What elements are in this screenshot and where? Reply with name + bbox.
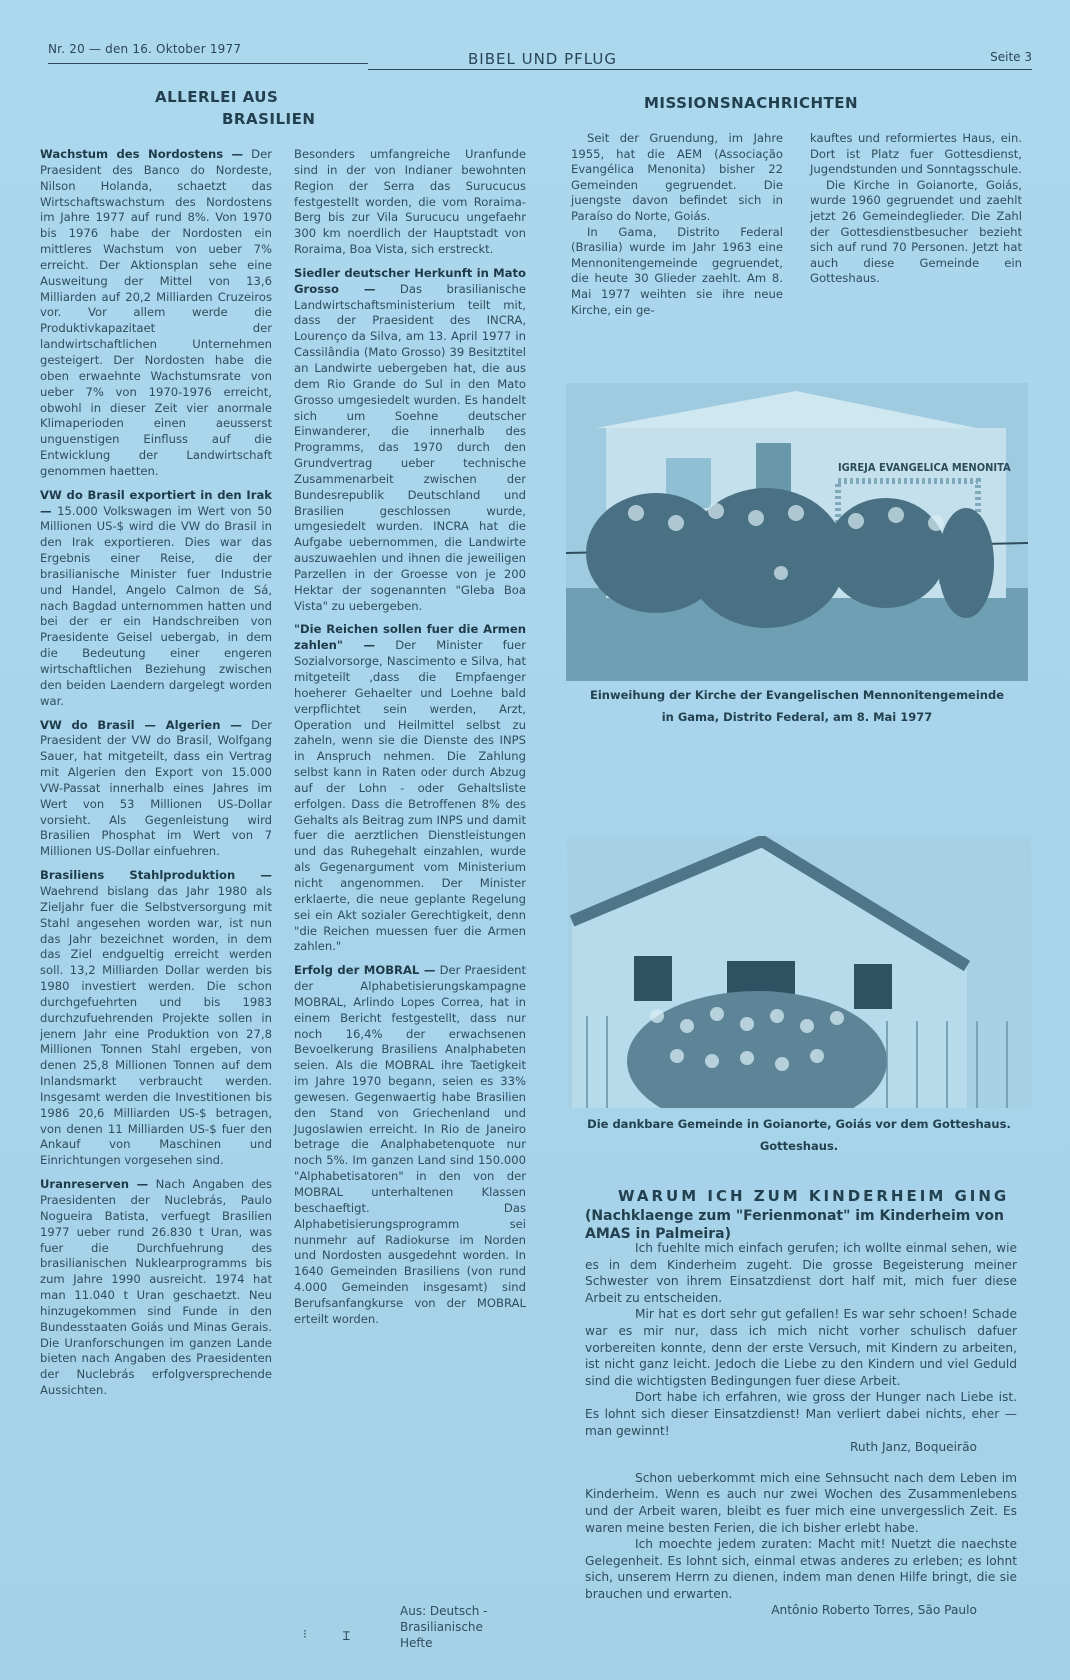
article-heading: VW do Brasil exportiert in den Irak — [40,487,272,518]
caption-line: Einweihung der Kirche der Evangelischen Mennonitengemeinde [589,688,1005,702]
caption-line: Gotteshaus. [759,1139,839,1153]
article-column-2 [294,147,526,1336]
paragraph: Dort habe ich erfahren, wie gross der Hunger nach Liebe ist. Es lohnt sich dieser Einsatzdienst! Man verliert dabei nichts, eher — man gewinnt! [585,1390,1017,1438]
article-body: Der Praesident der VW do Brasil, Wolfgang Sauer, hat mitgeteilt, dass ein Vertrag mit Algerien den Export von 15.000 VW-Passat innerhalb eines Jahres im Wert von 53 Millionen US-Dollar vorsieht. Als Gegenleistung wird Brasilien Phosphat im Wert von 7 Millionen US-Dollar einfuehren. [40,717,272,859]
page-number: Seite 3 [990,50,1032,64]
page-header [48,42,1032,70]
article [294,963,526,1327]
photo-caption-1 [566,684,1028,728]
caption-line: in Gama, Distrito Federal, am 8. Mai 1977 [661,710,933,724]
kinderheim-subtitle: (Nachklaenge zum "Ferienmonat" im Kinderheim von AMAS in Palmeira) [585,1208,1004,1242]
paragraph: Ich fuehlte mich einfach gerufen; ich wollte einmal sehen, wie es in dem Kinderheim zugeht. Die grosse Begeisterung meiner Schwester von ihrem Einsatzdienst dort half mit, mich fuer diese Arbeit zu entscheiden. [585,1241,1017,1305]
paragraph: Ich moechte jedem zuraten: Macht mit! Nuetzt die naechste Gelegenheit. Es lohnt sich, einmal etwas anderes zu erleben; es lohnt sich, unserem Herrn zu dienen, indem man denen Hilfe bringt, die sie brauchen und erwarten. [585,1537,1017,1601]
article-heading: "Die Reichen sollen fuer die Armen zahlen" — [294,622,526,653]
source-attribution [400,1603,487,1651]
caption-line: Die dankbare Gemeinde in Goianorte, Goiás vor dem Gotteshaus. [587,1117,1011,1131]
author-signature: Antônio Roberto Torres, São Paulo [771,1603,977,1618]
issue-date: Nr. 20 — den 16. Oktober 1977 [48,42,242,56]
ornament-icon: Ɪ [343,1629,350,1643]
article [294,147,526,258]
photo-illustration [567,836,1031,1108]
article [40,1177,272,1399]
article-heading: Erfolg der MOBRAL — [294,963,436,978]
header-rule [368,69,1032,70]
article-body: Der Praesident des Banco do Nordeste, Nilson Holanda, schaetzt das Wirtschaftswachstum des Nordostens im Jahre 1977 auf rund 8%. Von 1970 bis 1976 habe der Nordosten ein mittleres Wachstum von ueber 7% erreicht. Der Aktionsplan sehe eine Ausweitung der Mittel von 13,6 Milliarden auf 20,2 Milliarden Cruzeiros vor. Vor allem werde die Produktivkapazitaet der landwirtschaftlichen Unternehmen gesteigert. Der Nordosten habe die oben erwaehnte Wachstumsrate von ueber 7% von 1970-1976 erreicht, obwohl in dieser Zeit vier anormale Klimaperioden einen aeusserst unguenstigen Einfluss auf die Entwicklung der Landwirtschaft genommen haetten. [40,147,272,478]
article [294,622,526,955]
article [40,147,272,480]
article-body: Der Minister fuer Sozialvorsorge, Nascimento e Silva, hat mitgeteilt ,dass die Empfaenger hoeherer Gehaelter und Loehne bald verpflichtet sein werden, Arzt, Operation und Heilmittel selbst zu zaheln, wenn sie die Dienste des INPS in Anspruch nehmen. Die Zahlung selbst kann in Raten oder durch Abzug auf der Lohn - oder Gehaltsliste erfolgen. Dass die Betroffenen 8% des Gehalts als Beitrag zum INPS und damit fuer die aerztlichen Dienstleistungen und das Ruhegehalt einzahlen, wurde als Gegenargument vom Ministerium nicht angenommen. Der Minister erklaerte, die neue geplante Regelung sei ein Akt sozialer Gerechtigkeit, denn "die Reichen muessen fuer die Armen zahlen." [294,638,526,954]
paragraph: kauftes und reformiertes Haus, ein. Dort ist Platz fuer Gottesdienst, Jugendstunden und Sonntagsschule. [810,131,1022,177]
publication-title: BIBEL UND PFLUG [468,50,618,68]
article [40,488,272,710]
article [294,266,526,615]
article-body: Das brasilianische Landwirtschaftsministerium teilt mit, dass der Praesident des INCRA, Lourenço da Silva, am 13. April 1977 in Cassilândia (Mato Grosso) 39 Besitztitel an Landwirte uebergeben hat, die aus dem Rio Grande do Sul in den Mato Grosso umgesiedelt wurden. Es handelt sich um Soehne deutscher Einwanderer, die innerhalb des Programms, das 1970 durch den Grundvertrag ueber technische Zusammenarbeit zwischen der Bundesrepublik Deutschland und Brasilien geschlossen wurde, umgesiedelt wurden. INCRA hat die Aufgabe uebernommen, die Landwirte auszuwaehlen und ihnen die jeweiligen Parzellen in der Groesse von je 200 Hektar der sogenannten "Gleba Boa Vista" zu uebergeben. [294,281,526,613]
photo-illustration [566,383,1028,681]
paragraph: Die Kirche in Goianorte, Goiás, wurde 1960 gegruendet und zaehlt jetzt 26 Gemeindeglieder. Die Zahl der Gottesdienstbesucher bezieht sich auf rund 70 Personen. Jetzt hat auch diese Gemeinde ein Gotteshaus. [810,177,1022,286]
article-body: 15.000 Volkswagen im Wert von 50 Millionen US-$ wird die VW do Brasil in den Irak exportieren. Dies war das Ergebnis einer Reise, die der brasilianische Minister fuer Industrie und Handel, Angelo Calmon de Sá, nach Bagdad unternommen hatten und bei der er ein Handschreiben von Praesidente Geisel uebergab, in dem die Bedeutung einer engeren wirtschaftlichen Beziehung zwischen den beiden Laendern dargelegt worden war. [40,503,272,708]
section-title-missions: MISSIONSNACHRICHTEN [644,94,859,112]
article-body: Nach Angaben des Praesidenten der Nuclebrás, Paulo Nogueira Batista, verfuegt Brasilien 1977 ueber rund 26.830 t Uran, was fuer die Durchfuehrung des brasilianischen Nuklearprogramms bis zum Jahre 1990 ausreicht. 1974 hat man 11.040 t Uran geschaetzt. Neu hinzugekommen sind Funde in den Bundesstaaten Goiás und Minas Gerais. Die Uranforschungen im ganzen Lande bieten nach Angaben des Praesidenten der Nuclebrás erfolgversprechende Aussichten. [40,1177,272,1398]
kinderheim-title: WARUM ICH ZUM KINDERHEIM GING [618,1187,1010,1205]
section-title-line2: BRASILIEN [222,110,316,128]
photo-congregation-goianorte [567,836,1031,1108]
article-heading: Wachstum des Nordostens — [40,147,244,161]
article-body: Der Praesident der Alphabetisierungskampagne MOBRAL, Arlindo Lopes Correa, hat in einem Bericht festgestellt, dass nur noch 16,4% der erwachsenen Bevoelkerung Brasiliens Analphabeten seien. Als die MOBRAL ihre Taetigkeit im Jahre 1970 begann, seien es 33% gewesen. Gegenwaertig habe Brasilien den Stand von Griechenland und Jugoslawien erreicht. In Rio de Janeiro betrage die Analphabetenquote nur noch 5%. Im ganzen Land sind 150.000 "Alphabetisatoren" in den von der MOBRAL unterhaltenen Klassen beschaeftigt. Das Alphabetisierungsprogramm sei nunmehr auf Radiokurse im Norden und Nordosten ausgedehnt worden. In 1640 Gemeinden Brasiliens (von rund 4.000 Gemeinden insgesamt) sind Berufsanfangkurse von der MOBRAL erteilt worden. [294,963,526,1326]
paragraph: Mir hat es dort sehr gut gefallen! Es war sehr schoen! Schade war es mir nur, dass ich mich nicht vorher schulisch dafuer vorbereiten konnte, denn der erste Versuch, mit Kindern zu arbeiten, ist nicht ganz leicht. Jedoch die Liebe zu den Kindern und viel Geduld sind die wichtigsten Bedingungen fuer diese Arbeit. [585,1307,1017,1388]
article-heading: Brasiliens Stahlproduktion — [40,868,272,883]
church-sign: IGREJA EVANGELICA MENONITA [838,461,1011,474]
photo-caption-2 [567,1113,1031,1157]
section-title-line1: ALLERLEI AUS [155,88,279,106]
header-rule [48,63,368,64]
article-body: Waehrend bislang das Jahr 1980 als Zieljahr fuer die Selbstversorgung mit Stahl angesehen worden war, ist nun das Jahr bezeichnet worden, in dem das Ziel endgueltig erreicht werden soll. 13,2 Milliarden Dollar werden bis 1980 investiert werden. Die schon durchgefuehrten und bis 1983 durchzufuehrenden Projekte sollen in jenem Jahr eine Produktion von 27,8 Millionen Tonnen Stahl ergeben, von denen 25,8 Millionen Tonnen auf dem Inlandsmarkt verbraucht werden. Insgesamt werden die Investitionen bis 1986 20,6 Milliarden US-$ betragen, von denen 11 Milliarden US-$ fuer den Ankauf von Maschinen und Einrichtungen vorgesehen sind. [40,883,272,1168]
source-line: Hefte [400,1636,433,1650]
source-line: Aus: Deutsch - [400,1604,488,1618]
mission-column-a [571,131,783,318]
article-heading: Uranreserven — [40,1177,149,1192]
article-heading: VW do Brasil — Algerien — [40,717,242,732]
ornament-icon: ⁝ [303,1627,307,1641]
paragraph: Seit der Gruendung, im Jahre 1955, hat die AEM (Associação Evangélica Menonita) bisher 22 Gemeinden gegruendet. Die juengste davon befindet sich in Paraíso do Norte, Goiás. [571,131,783,223]
article [40,718,272,861]
mission-column-b [810,131,1022,287]
paragraph: In Gama, Distrito Federal (Brasilia) wurde im Jahr 1963 eine Mennonitengemeinde gegruendet, die heute 30 Glieder zaehlt. Am 8. Mai 1977 weihten sie ihre neue Kirche, ein ge- [571,224,783,317]
source-line: Brasilianische [400,1620,483,1634]
article-column-1 [40,147,272,1407]
article [40,868,272,1169]
paragraph: Schon ueberkommt mich eine Sehnsucht nach dem Leben im Kinderheim. Wenn es auch nur zwei Wochen des Zusammenlebens und der Arbeit waren, bleibt es fuer mich eine unvergesslich Zeit. Es waren meine besten Ferien, die ich bisher erlebt habe. [585,1470,1017,1535]
author-signature: Ruth Janz, Boqueirão [849,1440,977,1455]
photo-church-gama [566,383,1028,681]
article-heading: Siedler deutscher Herkunft in Mato Grosso — [294,265,526,296]
article-body: Besonders umfangreiche Uranfunde sind in der von Indianer bewohnten Region der Serra das Surucucus festgestellt worden, die vom Roraima-Berg bis zur Vila Surucucu ungefaehr 300 km noerdlich der Hauptstadt von Roraima, Boa Vista, sich erstreckt. [294,147,526,257]
kinderheim-body [585,1240,1017,1619]
